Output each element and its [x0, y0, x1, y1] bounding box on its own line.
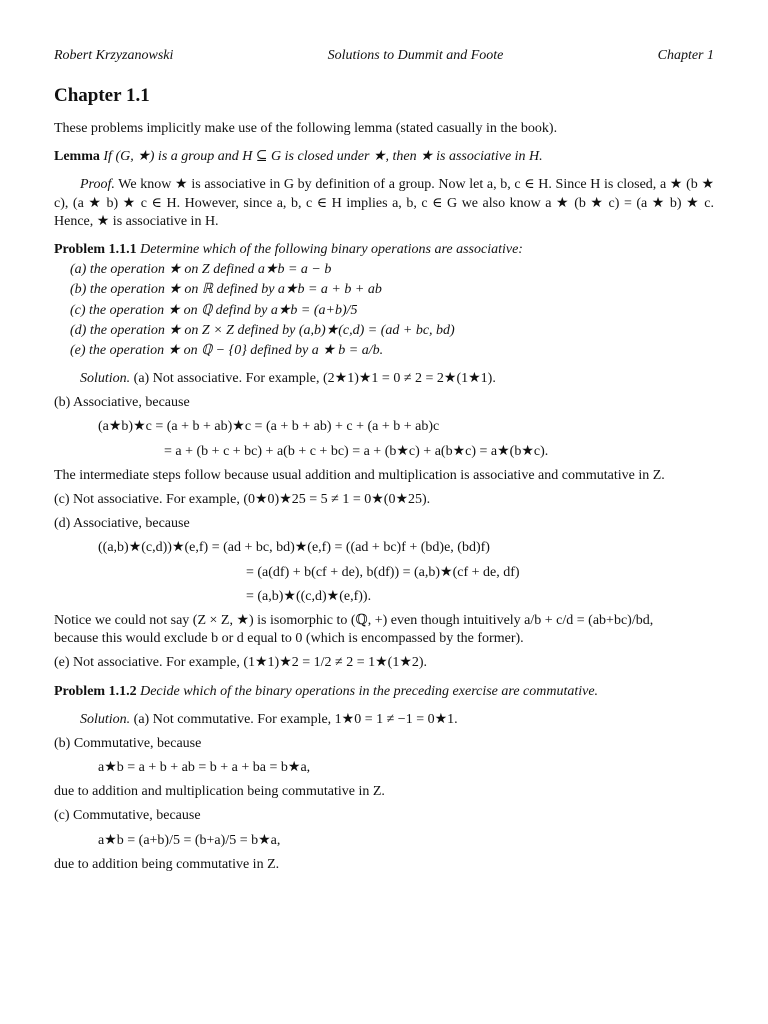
solution-1-e: (e) Not associative. For example, (1★1)★2 = 1/2 ≠ 2 = 1★(1★2). [54, 655, 428, 671]
header-title: Solutions to Dummit and Foote [327, 48, 504, 63]
solution-2-c-display [54, 832, 714, 850]
problem-1-1-1-items [70, 261, 714, 360]
solution-2-b-display [54, 759, 714, 777]
solution-1-d-head: (d) Associative, because [54, 516, 190, 532]
solution-1-a-text: (a) Not associative. For example, (2★1)★1 = 0 ≠ 2 = 2★(1★1). [133, 371, 496, 387]
solution-1-b-head: (b) Associative, because [54, 395, 190, 411]
list-item: (d) the operation ★ on Z × Z defined by (a,b)★(c,d) = (ad + bc, bd) [70, 322, 455, 338]
solution-2-c-head: (c) Commutative, because [54, 808, 201, 824]
document-body [54, 120, 714, 874]
list-item: (a) the operation ★ on Z defined a★b = a − b [70, 262, 332, 278]
problem-1-1-1-statement: Determine which of the following binary operations are associative: [140, 241, 523, 257]
solution-2-b-head: (b) Commutative, because [54, 735, 202, 751]
problem-1-1-2 [54, 683, 714, 701]
solution-2-c-note: due to addition being commutative in Z. [54, 856, 280, 872]
solution-1-d-display [54, 539, 714, 606]
problem-1-1-2-statement: Decide which of the binary operations in the preceding exercise are commutative. [140, 683, 599, 699]
equation-line: a★b = (a+b)/5 = (b+a)/5 = b★a, [98, 832, 281, 848]
solution-2-b-note: due to addition and multiplication being commutative in Z. [54, 784, 385, 800]
list-item: (c) the operation ★ on ℚ defind by a★b = (a+b)/5 [70, 302, 358, 318]
problem-1-1-1 [54, 241, 714, 259]
proof-text: We know ★ is associative in G by definition of a group. Now let a, b, c ∈ H. Since H is closed, a ★ (b ★ c), (a ★ b) ★ c ∈ H. However, since a, b, c ∈ H implies a, b, c ∈ G we also know a ★ (b ★ c) = (a ★ b) ★ c. Hence, ★ is associative in H. [54, 177, 715, 229]
lemma-text: If (G, ★) is a group and H ⊆ G is closed under ★, then ★ is associative in H. [103, 149, 543, 165]
lemma [54, 148, 714, 166]
solution-1-b-display [54, 418, 714, 460]
solution-2-label: Solution. [80, 711, 131, 727]
intro-paragraph: These problems implicitly make use of the following lemma (stated casually in the book). [54, 121, 558, 136]
equation-line: = (a,b)★((c,d)★(e,f)). [246, 588, 372, 604]
header-author: Robert Krzyzanowski [54, 48, 174, 63]
section-title: Chapter 1.1 [54, 85, 150, 106]
proof-label: Proof. [80, 177, 115, 193]
equation-line: = (a(df) + b(cf + de), b(df)) = (a,b)★(cf + de, df) [246, 564, 520, 580]
problem-1-1-1-label: Problem 1.1.1 [54, 241, 137, 257]
solution-2-part-a [54, 711, 714, 729]
header-chapter: Chapter 1 [657, 48, 714, 63]
equation-line: ((a,b)★(c,d))★(e,f) = (ad + bc, bd)★(e,f) = ((ad + bc)f + (bd)e, (bd)f) [98, 540, 490, 556]
equation-line: a★b = a + b + ab = b + a + ba = b★a, [98, 760, 311, 776]
solution-1-label: Solution. [80, 371, 131, 387]
list-item: (b) the operation ★ on ℝ defined by a★b = a + b + ab [70, 282, 382, 298]
solution-1-c: (c) Not associative. For example, (0★0)★25 = 5 ≠ 1 = 0★(0★25). [54, 492, 431, 507]
proof [54, 176, 714, 231]
problem-1-1-2-label: Problem 1.1.2 [54, 683, 137, 699]
equation-line: = a + (b + c + bc) + a(b + c + bc) = a + (b★c) + a(b★c) = a★(b★c). [164, 443, 549, 459]
solution-2-a-text: (a) Not commutative. For example, 1★0 = 1 ≠ −1 = 0★1. [133, 711, 458, 727]
lemma-label: Lemma [54, 149, 100, 165]
equation-line: (a★b)★c = (a + b + ab)★c = (a + b + ab) + c + (a + b + ab)c [98, 419, 440, 435]
solution-1-d-note-1: Notice we could not say (Z × Z, ★) is isomorphic to (ℚ, +) even though intuitively a/b + c/d = (ab+bc)/bd, [54, 612, 654, 628]
solution-1-b-note: The intermediate steps follow because usual addition and multiplication is associative and commutative in Z. [54, 467, 665, 483]
list-item: (e) the operation ★ on ℚ − {0} defined by a ★ b = a/b. [70, 342, 384, 358]
solution-1-d-note-2: because this would exclude b or d equal to 0 (which is encompassed by the former). [54, 631, 524, 647]
solution-1-part-a [54, 370, 714, 388]
running-header [54, 47, 714, 65]
